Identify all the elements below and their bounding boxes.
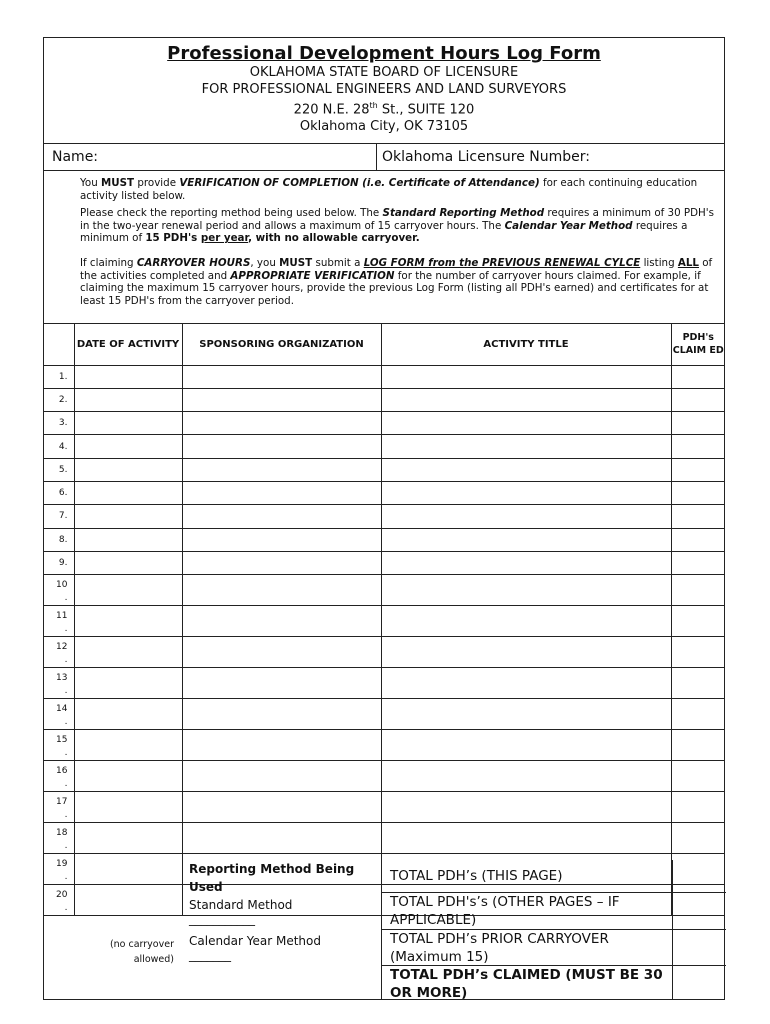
license-number-field[interactable] [377,144,724,170]
identity-row [44,144,724,171]
row-number: 1. [44,365,74,388]
title-cell[interactable] [381,412,671,435]
table-row [44,699,725,730]
col-date-header: DATE OF ACTIVITY [74,324,182,365]
pdh-cell[interactable] [671,730,725,761]
date-cell[interactable] [74,505,182,528]
total-other-pages-row [381,893,726,930]
row-number: 11 . [44,606,74,637]
col-number-header [44,324,74,365]
instructions [44,171,724,324]
sponsor-cell[interactable] [182,761,381,792]
summary-section [44,860,724,1000]
table-row [44,365,725,388]
calendar-method-label: Calendar Year Method [189,934,321,948]
total-other-pages-label: TOTAL PDH's’s (OTHER PAGES – IF APPLICABLE) [390,894,620,928]
title-cell[interactable] [381,668,671,699]
pdh-cell[interactable] [671,699,725,730]
sponsor-cell[interactable] [182,365,381,388]
log-form [43,37,725,1000]
sponsor-cell[interactable] [182,551,381,574]
title-cell[interactable] [381,699,671,730]
date-cell[interactable] [74,365,182,388]
title-cell[interactable] [381,388,671,411]
instruction-method: Please check the reporting method being used below. The Standard Reporting Method requires a minimum of 30 PDH's in the two-year renewal period and allows a maximum of 15 carryover hours. The Calendar Year Method requires a minimum of 15 PDH's per year, with no allowable carryover. [80,207,714,245]
title-cell[interactable] [381,637,671,668]
col-title-header: ACTIVITY TITLE [381,324,671,365]
row-number: 13 . [44,668,74,699]
total-claimed-label: TOTAL PDH’s CLAIMED (MUST BE 30 OR MORE) [390,967,663,1001]
pdh-cell[interactable] [671,388,725,411]
pdh-cell[interactable] [671,823,725,854]
sponsor-cell[interactable] [182,388,381,411]
no-carryover-note: (no carryover allowed) [109,939,174,965]
activity-table [44,324,725,916]
title-cell[interactable] [381,505,671,528]
date-cell[interactable] [74,575,182,606]
sponsor-cell[interactable] [182,435,381,458]
pdh-cell[interactable] [671,606,725,637]
row-number: 16 . [44,761,74,792]
board-city: Oklahoma City, OK 73105 [299,118,469,134]
sponsor-cell[interactable] [182,505,381,528]
instruction-carryover: If claiming CARRYOVER HOURS, you MUST submit a LOG FORM from the PREVIOUS RENEWAL CYLCE listing ALL of the activities completed and APPROPRIATE VERIFICATION for the number of carryover hours claimed. For example, if claiming the maximum 15 carryover hours, provide the previous Log Form (listing all PDH's earned) and certificates for at least 15 PDH's from the carryover period. [80,256,713,307]
row-number: 17 . [44,792,74,823]
row-number: 6. [44,481,74,504]
pdh-cell[interactable] [671,528,725,551]
sponsor-cell[interactable] [182,458,381,481]
pdh-cell[interactable] [671,365,725,388]
table-row [44,458,725,481]
date-cell[interactable] [74,792,182,823]
title-cell[interactable] [381,458,671,481]
title-cell[interactable] [381,792,671,823]
table-row [44,668,725,699]
name-label: Name: [52,149,99,165]
reporting-method [189,860,379,964]
sponsor-cell[interactable] [182,699,381,730]
pdh-cell[interactable] [671,551,725,574]
sponsor-cell[interactable] [182,528,381,551]
instruction-verification: You MUST provide VERIFICATION OF COMPLETION (i.e. Certificate of Attendance) for each continuing education activity listed below. [80,177,698,202]
total-this-page-value[interactable] [672,860,727,892]
row-number: 10 . [44,575,74,606]
row-number: 12 . [44,637,74,668]
sponsor-cell[interactable] [182,575,381,606]
sponsor-cell[interactable] [182,668,381,699]
date-cell[interactable] [74,668,182,699]
reporting-method-heading: Reporting Method Being Used [189,862,355,894]
title-cell[interactable] [381,551,671,574]
table-row [44,481,725,504]
total-prior-carryover-value[interactable] [672,930,727,965]
sponsor-cell[interactable] [182,412,381,435]
title-cell[interactable] [381,365,671,388]
sponsor-cell[interactable] [182,792,381,823]
title-cell[interactable] [381,730,671,761]
board-name-line2: FOR PROFESSIONAL ENGINEERS AND LAND SURVEYORS [201,81,567,97]
form-header [44,43,724,144]
date-cell[interactable] [74,823,182,854]
pdh-cell[interactable] [671,505,725,528]
row-number: 4. [44,435,74,458]
name-field[interactable] [44,144,377,170]
date-cell[interactable] [74,458,182,481]
title-cell[interactable] [381,528,671,551]
title-cell[interactable] [381,575,671,606]
table-row [44,575,725,606]
row-number: 5. [44,458,74,481]
table-row [44,761,725,792]
standard-method-check[interactable]: ___________ [189,912,255,926]
row-number: 2. [44,388,74,411]
col-pdh-header: PDH's CLAIM ED [671,324,725,365]
table-row [44,606,725,637]
pdh-cell[interactable] [671,792,725,823]
title-cell[interactable] [381,761,671,792]
table-row [44,412,725,435]
date-cell[interactable] [74,412,182,435]
sponsor-cell[interactable] [182,730,381,761]
title-cell[interactable] [381,823,671,854]
date-cell[interactable] [74,606,182,637]
row-number: 3. [44,412,74,435]
col-sponsor-header: SPONSORING ORGANIZATION [182,324,381,365]
date-cell[interactable] [74,551,182,574]
date-cell[interactable] [74,481,182,504]
title-cell[interactable] [381,435,671,458]
row-number: 19 . [44,854,74,885]
title-cell[interactable] [381,606,671,637]
row-number: 18 . [44,823,74,854]
pdh-cell[interactable] [671,668,725,699]
pdh-cell[interactable] [671,575,725,606]
total-claimed-value[interactable] [672,966,727,1000]
date-cell[interactable] [74,435,182,458]
license-label: Oklahoma Licensure Number: [382,149,590,165]
title-cell[interactable] [381,481,671,504]
date-cell[interactable] [74,699,182,730]
row-number: 7. [44,505,74,528]
date-cell[interactable] [74,761,182,792]
table-header-row [44,324,725,365]
board-address: 220 N.E. 28th St., SUITE 120 [293,101,475,118]
total-other-pages-value[interactable] [672,893,727,929]
table-row [44,528,725,551]
calendar-method-check[interactable]: _______ [189,948,231,962]
table-row [44,730,725,761]
date-cell[interactable] [74,528,182,551]
row-number: 20 . [44,885,74,916]
row-number: 15 . [44,730,74,761]
pdh-cell[interactable] [671,458,725,481]
date-cell[interactable] [74,637,182,668]
form-title: Professional Development Hours Log Form [167,43,601,64]
table-row [44,637,725,668]
total-claimed-row [381,966,726,1000]
table-row [44,823,725,854]
pdh-cell[interactable] [671,761,725,792]
sponsor-cell[interactable] [182,823,381,854]
table-row [44,388,725,411]
table-row [44,505,725,528]
row-number: 8. [44,528,74,551]
standard-method-label: Standard Method [189,898,293,912]
table-row [44,551,725,574]
totals-block [381,860,726,1000]
row-number: 14 . [44,699,74,730]
pdh-cell[interactable] [671,435,725,458]
board-name-line1: OKLAHOMA STATE BOARD OF LICENSURE [249,65,519,80]
pdh-cell[interactable] [671,637,725,668]
table-row [44,792,725,823]
row-number: 9. [44,551,74,574]
sponsor-cell[interactable] [182,637,381,668]
sponsor-cell[interactable] [182,606,381,637]
date-cell[interactable] [74,388,182,411]
date-cell[interactable] [74,730,182,761]
total-prior-carryover-label: TOTAL PDH’s PRIOR CARRYOVER (Maximum 15) [390,931,609,965]
table-row [44,435,725,458]
total-prior-carryover-row [381,930,726,966]
pdh-cell[interactable] [671,481,725,504]
sponsor-cell[interactable] [182,481,381,504]
pdh-cell[interactable] [671,412,725,435]
total-this-page-row [381,860,726,893]
total-this-page-label: TOTAL PDH’s (THIS PAGE) [390,868,563,884]
